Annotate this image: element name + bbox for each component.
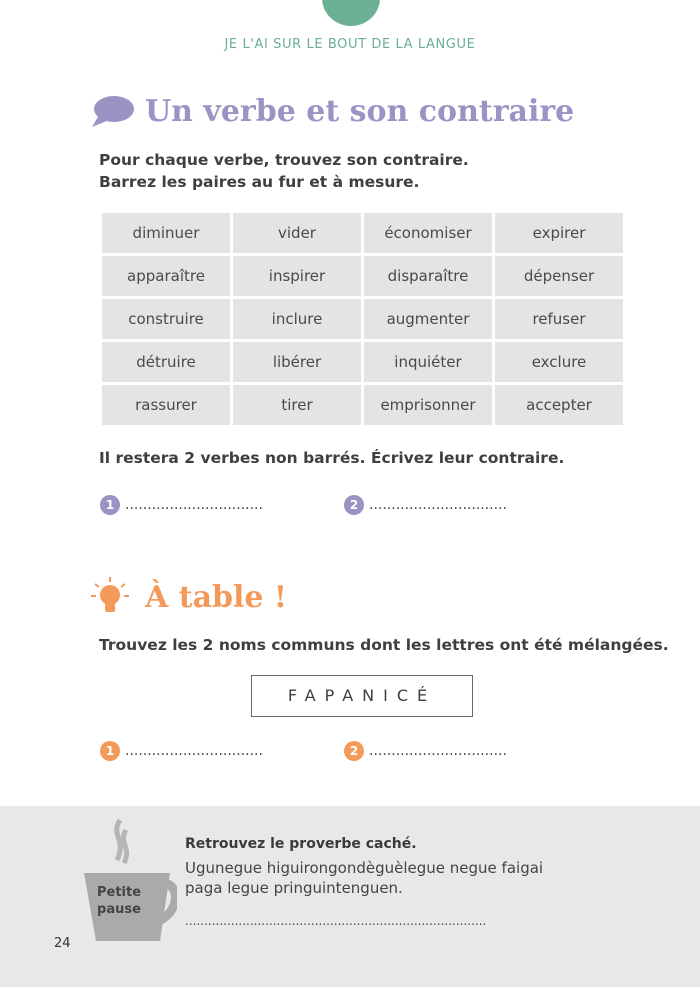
verb-cell[interactable]: libérer [233,342,361,382]
answer-number: 2 [344,495,364,515]
speech-bubble-icon [91,95,135,129]
verb-cell[interactable]: dépenser [495,256,623,296]
chapter-header: JE L'AI SUR LE BOUT DE LA LANGUE [224,37,476,52]
verb-cell[interactable]: exclure [495,342,623,382]
answer-line[interactable]: ............................... [369,497,507,513]
gear-icon [322,0,380,26]
scrambled-letters: FAPANICÉ [251,675,473,717]
verb-cell[interactable]: apparaître [102,256,230,296]
verb-cell[interactable]: construire [102,299,230,339]
grid-row [102,256,623,296]
instruction-line: Barrez les paires au fur et à mesure. [99,173,420,191]
verb-cell[interactable]: diminuer [102,213,230,253]
verb-cell[interactable]: expirer [495,213,623,253]
verb-cell[interactable]: inspirer [233,256,361,296]
verb-cell[interactable]: disparaître [364,256,492,296]
grid-row [102,342,623,382]
section-title: Un verbe et son contraire [145,94,575,129]
followup-text: Il restera 2 verbes non barrés. Écrivez leur contraire. [99,449,565,467]
verb-cell[interactable]: augmenter [364,299,492,339]
answer-number: 1 [100,741,120,761]
verb-cell[interactable]: rassurer [102,385,230,425]
verb-grid [99,210,626,428]
pause-title: Retrouvez le proverbe caché. [185,836,417,852]
hidden-proverb: Ugunegue higuirongondèguèlegue negue faigai paga legue pringuintenguen. [185,859,544,897]
answer-number: 2 [344,741,364,761]
verb-cell[interactable]: inclure [233,299,361,339]
section-title: À table ! [145,580,288,615]
instructions [99,149,469,193]
coffee-cup-icon [82,815,177,945]
answer-line[interactable]: ............................... [125,743,263,759]
answer-number: 1 [100,495,120,515]
verb-cell[interactable]: emprisonner [364,385,492,425]
answer-line[interactable]: ............................... [369,743,507,759]
verb-cell[interactable]: refuser [495,299,623,339]
verb-cell[interactable]: vider [233,213,361,253]
instruction-line: Pour chaque verbe, trouvez son contraire. [99,151,469,169]
answer-line[interactable]: ............................... [125,497,263,513]
verb-cell[interactable]: tirer [233,385,361,425]
petite-pause-badge: Petite pause [97,885,142,917]
grid-row [102,299,623,339]
verb-cell[interactable]: détruire [102,342,230,382]
lightbulb-icon [90,576,130,616]
proverb-answer-line[interactable]: ............................................................................... [185,914,487,928]
verb-cell[interactable]: économiser [364,213,492,253]
instructions: Trouvez les 2 noms communs dont les lettres ont été mélangées. [99,636,669,654]
grid-row [102,213,623,253]
verb-cell[interactable]: inquiéter [364,342,492,382]
verb-cell[interactable]: accepter [495,385,623,425]
grid-row [102,385,623,425]
page-number: 24 [54,936,71,951]
